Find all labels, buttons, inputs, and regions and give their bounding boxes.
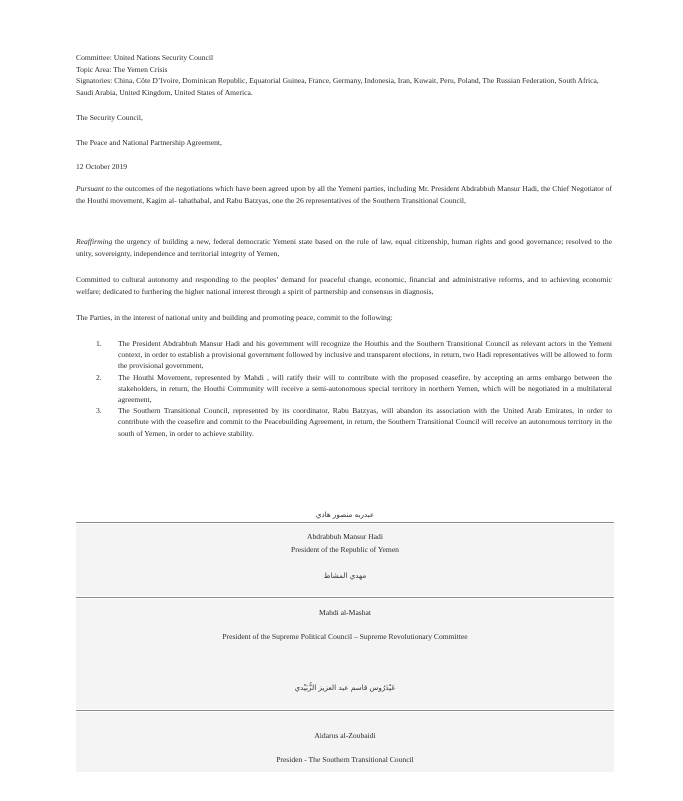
item-text: The Southern Transitional Council, represented by its coordinator, Rabu Batzyas, will abandon its association with the United Arab Emirates, in order to contribute with the ceasefire and commit to the Peacebuilding Agreement, in return, the Southern Transitional Council will receive an autonomous territory in the south of Yemen, in order to achieve stability. [118,406,612,438]
signatories-line: Signatories: China, Côte D’Ivoire, Dominican Republic, Equatorial Guinea, France, Germany, Indonesia, Iran, Kuwait, Peru, Poland, The Russian Federation, South Africa, Saudi Arabia, United Kingdom, United States of America. [76,76,599,97]
agreement-title: The Peace and National Partnership Agreement, [76,138,222,147]
document-header [76,52,616,98]
preamble-clause-2 [76,236,612,260]
signer-title: President of the Supreme Political Council – Supreme Revolutionary Committee [222,632,468,641]
preamble-clause-3: Committed to cultural autonomy and responding to the peoples’ demand for peaceful change, economic, financial and administrative reforms, and to achieving economic welfare; dedicated to furthering the higher national interest through a spirit of partnership and consensus in diagnosis, [76,275,612,296]
clause-lead: Pursuant to [76,184,112,193]
operative-intro: The Parties, in the interest of national unity and building and promoting peace, commit to the following: [76,313,393,322]
list-item [96,405,612,439]
signer-name: Mahdi al-Mashat [318,608,372,617]
signature-arabic-mashat: مهدي المشاط [323,571,367,580]
signer-name: Aidarus al-Zoubaidi [314,731,376,740]
committee-line: Committee: United Nations Security Council [76,53,214,62]
item-number: 2. [96,372,102,382]
security-council-line: The Security Council, [76,113,143,122]
clause-text: the urgency of building a new, federal democratic Yemeni state based on the rule of law, equal citizenship, human rights and good governance; resolved to the unity, sovereignty, independence and territorial integrity of Yemen, [76,237,612,258]
list-item [96,338,612,372]
signature-line [76,597,614,598]
clause-lead: Reaffirming [76,237,113,246]
signer-name: Abdrabbuh Mansur Hadi [307,532,383,541]
signer-title: President of the Republic of Yemen [291,545,399,554]
item-number: 1. [96,339,102,348]
item-text: The President Abdrabbuh Mansur Hadi and his government will recognize the Houthis and the Southern Transitional Council as relevant actors in the Yemeni context, in order to establish a provisional government followed by inclusive and transparent elections, in return, two Hadi representatives will be allowed to form the provisional government, [118,339,612,371]
list-item [96,372,612,406]
signature-arabic-hadi: عبدربه منصور هادي [315,510,375,519]
date-line: 12 October 2019 [76,162,128,171]
item-text: The Houthi Movement, represented by Mahdi , will ratify their will to contribute with the proposed ceasefire, by accepting an arms embargo between the stakeholders, in return, the Houthi Community will receive a semi-autonomous special territory in northern Yemen, which will be negotiated in a multilateral agreement, [118,372,612,405]
signature-line [76,522,614,523]
item-number: 3. [96,406,102,416]
topic-line: Topic Area: The Yemen Crisis [76,64,168,74]
signer-title: Presiden - The Southern Transitional Council [276,755,414,764]
signature-arabic-zoubaidi: عَيْدَرُوس قاسم عبد العزيز الزُّبَيْدي [294,683,396,692]
clause-text: the outcomes of the negotiations which have been agreed upon by all the Yemeni parties, including Mr. President Abdrabbuh Mansur Hadi, the Chief Negotiator of the Houthi movement, Kagim al- tahathabal, and Rabu Batzyas, one the 26 representatives of the Southern Transitional Council, [76,184,612,205]
operative-list [96,338,612,439]
preamble-clause-1 [76,183,612,207]
signature-line [76,710,614,711]
